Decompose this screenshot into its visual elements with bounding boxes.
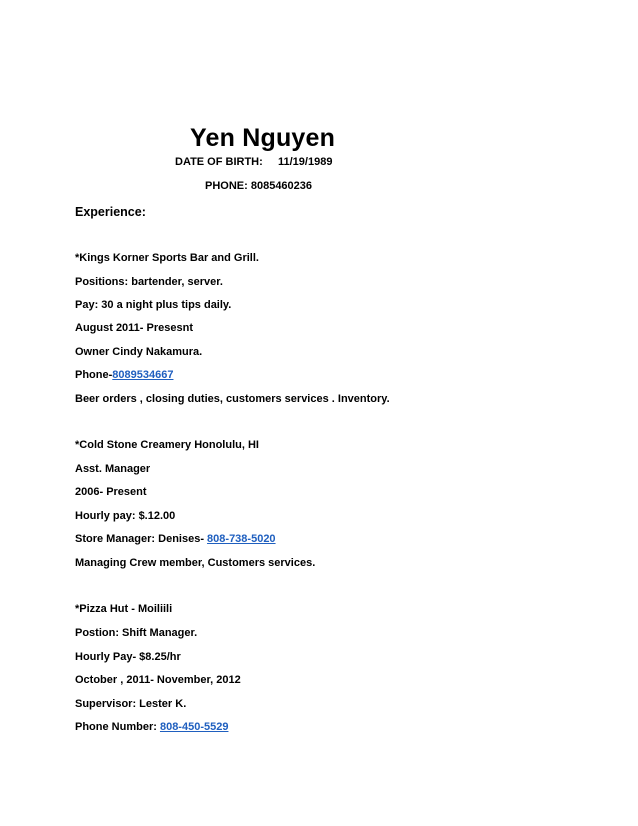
job3-pay: Hourly Pay- $8.25/hr bbox=[75, 651, 181, 663]
job2-pay: Hourly pay: $.12.00 bbox=[75, 510, 176, 522]
experience-heading: Experience: bbox=[75, 205, 146, 219]
job3-phone-label: Phone Number: bbox=[75, 721, 160, 733]
phone-value: 8085460236 bbox=[250, 180, 313, 192]
job1-pay: Pay: 30 a night plus tips daily. bbox=[75, 299, 232, 311]
job1-phone-label: Phone- bbox=[75, 369, 113, 381]
phone-label: PHONE: bbox=[205, 180, 248, 192]
job2-manager-phone-link[interactable]: 808-738-5020 bbox=[207, 533, 276, 545]
job2-manager bbox=[75, 533, 276, 545]
job3-dates: October , 2011- November, 2012 bbox=[75, 674, 241, 686]
job3-phone bbox=[75, 721, 228, 733]
job3-supervisor: Supervisor: Lester K. bbox=[75, 698, 187, 710]
job1-phone bbox=[75, 369, 173, 381]
job2-title: *Cold Stone Creamery Honolulu, HI bbox=[75, 439, 259, 451]
job1-dates: August 2011- Presesnt bbox=[75, 322, 193, 334]
job2-position: Asst. Manager bbox=[75, 463, 151, 475]
job2-duties: Managing Crew member, Customers services. bbox=[75, 557, 316, 569]
job3-position: Postion: Shift Manager. bbox=[75, 627, 198, 639]
job3-phone-link[interactable]: 808-450-5529 bbox=[159, 721, 229, 733]
dob-label: DATE OF BIRTH: bbox=[175, 156, 263, 168]
job1-positions: Positions: bartender, server. bbox=[75, 276, 223, 288]
job1-owner: Owner Cindy Nakamura. bbox=[75, 346, 203, 358]
job2-manager-label: Store Manager: Denises- bbox=[75, 533, 208, 545]
phone-line bbox=[205, 180, 312, 192]
job2-dates: 2006- Present bbox=[75, 486, 147, 498]
job1-title: *Kings Korner Sports Bar and Grill. bbox=[75, 252, 259, 264]
dob-value: 11/19/1989 bbox=[278, 156, 333, 168]
resume-name: Yen Nguyen bbox=[190, 124, 336, 152]
job1-phone-link[interactable]: 8089534667 bbox=[112, 369, 174, 381]
job3-title: *Pizza Hut - Moiliili bbox=[75, 603, 173, 615]
job1-duties: Beer orders , closing duties, customers services . Inventory. bbox=[75, 393, 390, 405]
